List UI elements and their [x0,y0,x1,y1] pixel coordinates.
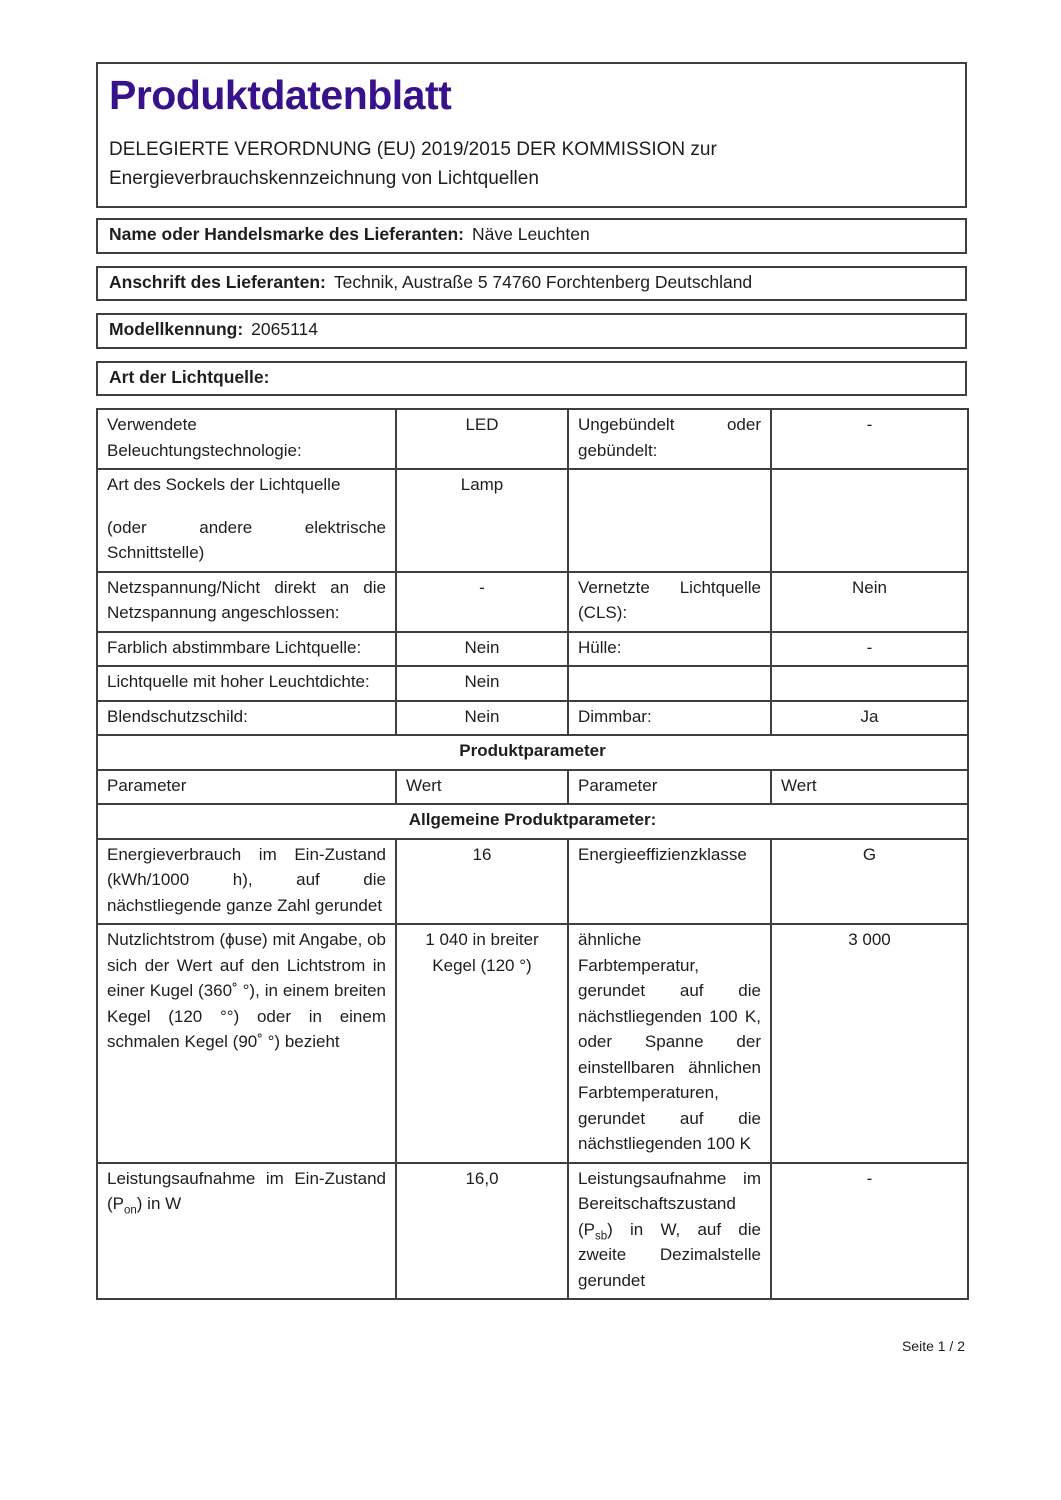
param-cell: Dimmbar: [568,701,771,736]
column-header: Parameter [97,770,396,805]
value-cell: Nein [396,632,568,667]
param-cell [97,469,396,572]
row-energy-consumption [97,839,968,925]
value-cell: Ja [771,701,968,736]
regulation-subtitle-line2: Energieverbrauchskennzeichnung von Lichtquellen [109,168,539,190]
value-cell: 1 040 in breiter Kegel (120 °) [396,924,568,1163]
page-title: Produktdatenblatt [109,72,452,118]
value-cell: 16 [396,839,568,925]
param-cell: Hülle: [568,632,771,667]
supplier-address-row [96,266,967,302]
row-produktparameter-header [97,735,968,770]
value-cell: - [396,572,568,632]
value-cell: - [771,632,968,667]
light-source-type-label: Art der Lichtquelle: [109,366,270,387]
param-cell [97,1163,396,1300]
value-cell: LED [396,409,568,469]
row-column-headers [97,770,968,805]
value-cell [771,666,968,701]
param-text: Leistungsaufnahme im Ein-Zustand (P [107,1168,386,1214]
row-power-consumption [97,1163,968,1300]
column-header: Wert [396,770,568,805]
value-cell: 16,0 [396,1163,568,1300]
regulation-subtitle [109,135,953,194]
param-text: ) in W, auf die zweite Dezimalstelle gerundet [578,1219,761,1290]
param-cell: Vernetzte Lichtquelle (CLS): [568,572,771,632]
param-cell: Netzspannung/Nicht direkt an die Netzspannung angeschlossen: [97,572,396,632]
param-text: ) in W [136,1194,182,1214]
document-header [96,62,967,208]
value-cell: Nein [771,572,968,632]
value-cell: - [771,409,968,469]
row-lighting-technology [97,409,968,469]
row-socket-type [97,469,968,572]
row-anti-glare [97,701,968,736]
param-text: Art des Sockels der Lichtquelle [107,475,341,495]
param-text: (oder andere elektrische Schnittstelle) [107,517,386,563]
column-header: Parameter [568,770,771,805]
parameters-table [96,408,969,1300]
param-cell: Energieverbrauch im Ein-Zustand (kWh/1000 h), auf die nächstliegende ganze Zahl gerundet [97,839,396,925]
param-cell [568,666,771,701]
model-id-value: 2065114 [251,319,318,340]
regulation-subtitle-line1: DELEGIERTE VERORDNUNG (EU) 2019/2015 DER KOMMISSION zur [109,139,717,160]
supplier-address-value: Technik, Austraße 5 74760 Forchtenberg Deutschland [333,271,753,292]
param-cell: Ungebündelt oder gebündelt: [568,409,771,469]
model-id-row [96,313,967,349]
supplier-address-label: Anschrift des Lieferanten: [109,271,326,292]
row-colour-tunable [97,632,968,667]
param-cell: Blendschutzschild: [97,701,396,736]
value-cell: 3 000 [771,924,968,1163]
model-id-label: Modellkennung: [109,319,244,340]
param-cell: Verwendete Beleuchtungstechnologie: [97,409,396,469]
value-cell: G [771,839,968,925]
row-allgemeine-header [97,804,968,839]
row-mains-voltage [97,572,968,632]
param-cell: Farblich abstimmbare Lichtquelle: [97,632,396,667]
value-cell: Lamp [396,469,568,572]
supplier-name-value: Näve Leuchten [472,223,590,244]
supplier-name-label: Name oder Handelsmarke des Lieferanten: [109,223,464,244]
column-header: Wert [771,770,968,805]
value-cell: - [771,1163,968,1300]
value-cell: Nein [396,666,568,701]
subscript-on: on [124,1204,137,1217]
supplier-name-row [96,218,967,254]
section-title: Allgemeine Produktparameter: [97,804,968,839]
row-high-luminance [97,666,968,701]
value-cell: Nein [396,701,568,736]
light-source-type-row [96,361,967,397]
param-cell: Nutzlichtstrom (ϕuse) mit Angabe, ob sich der Wert auf den Lichtstrom in einer Kugel (360˚ °), in einem breiten Kegel (120 °°) oder in einem schmalen Kegel (90˚ °) bezieht [97,924,396,1163]
param-cell: Lichtquelle mit hoher Leuchtdichte: [97,666,396,701]
param-cell: ähnliche Farbtemperatur, gerundet auf die nächstliegenden 100 K, oder Spanne der einstellbaren ähnlichen Farbtemperaturen, gerundet auf die nächstliegenden 100 K [568,924,771,1163]
param-cell [568,1163,771,1300]
param-cell: Energieeffizienzklasse [568,839,771,925]
subscript-sb: sb [595,1230,608,1243]
value-cell [771,469,968,572]
page-number: Seite 1 / 2 [901,1338,965,1355]
param-cell [568,469,771,572]
param-text: Leistungsaufnahme im Bereitschaftszustand (P [578,1168,761,1239]
section-title: Produktparameter [97,735,968,770]
row-useful-luminous-flux [97,924,968,1163]
